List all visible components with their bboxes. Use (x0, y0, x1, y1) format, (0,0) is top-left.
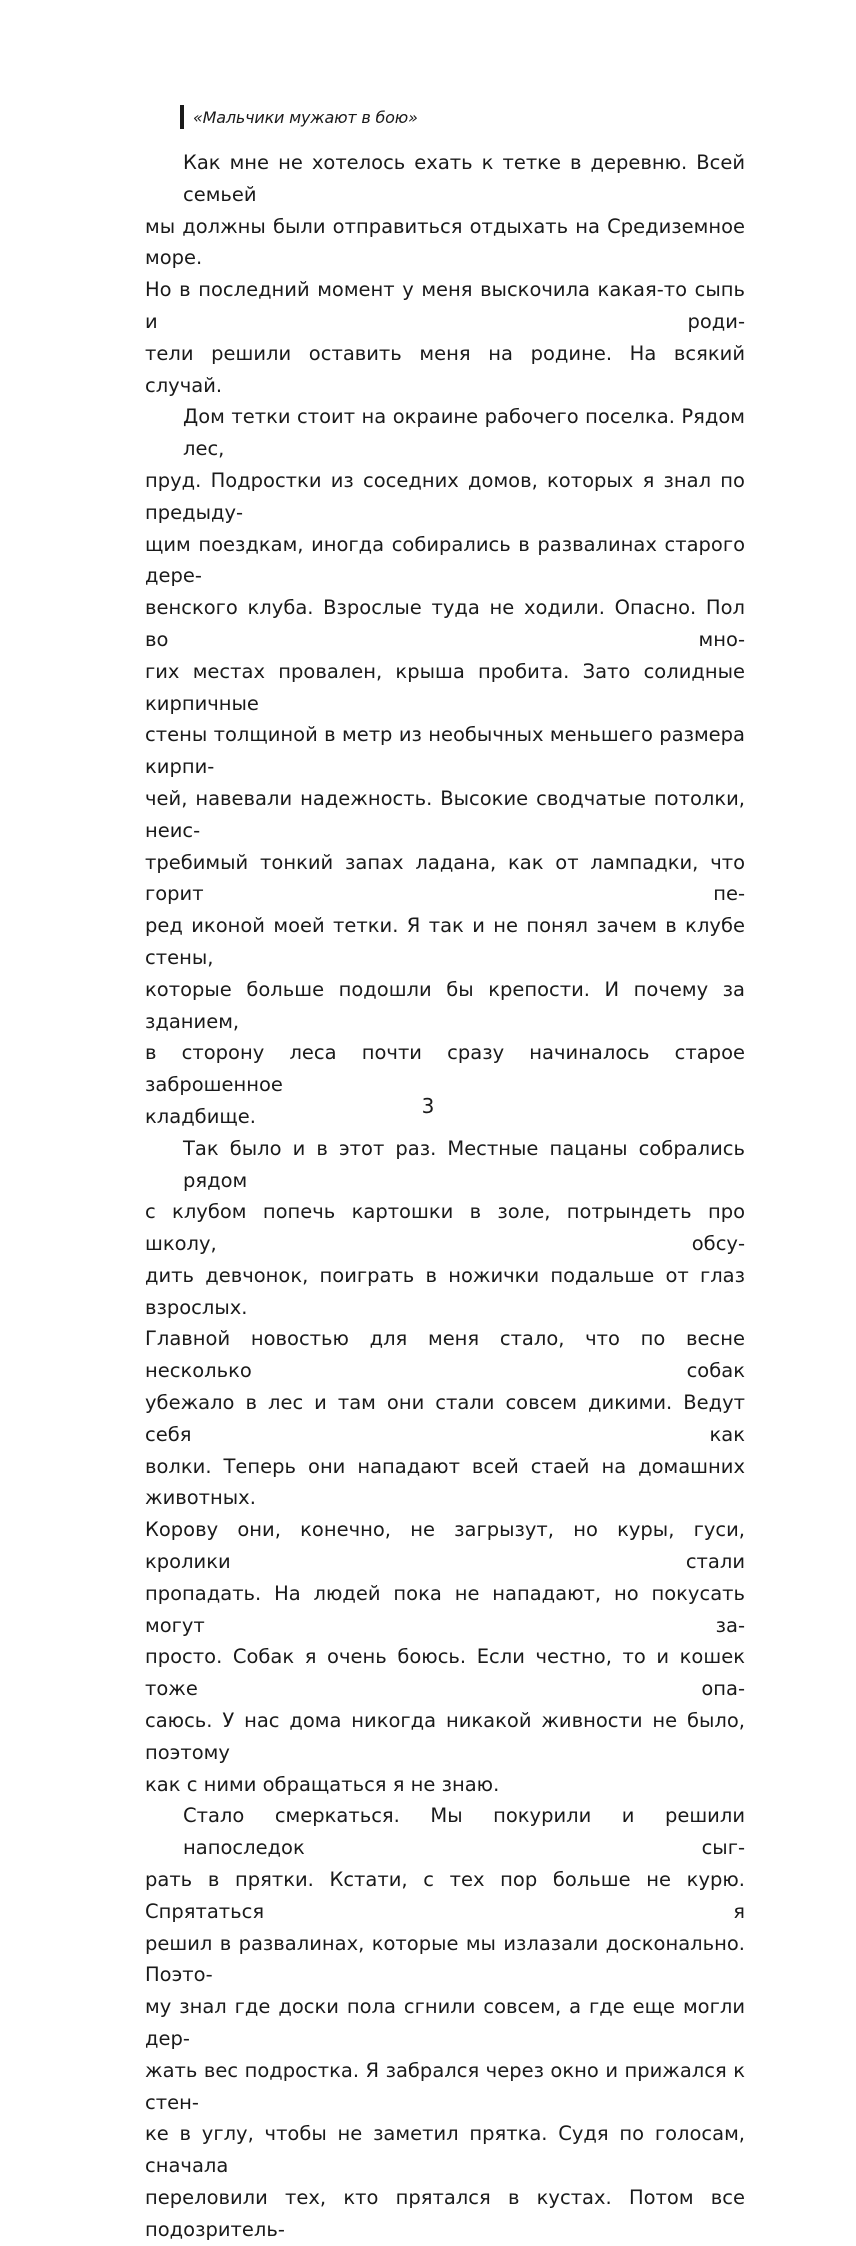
text-line: ред иконой моей тетки. Я так и не понял зачем в клубе стены, (145, 914, 745, 969)
text-line: переловили тех, кто прятался в кустах. Потом все подозритель- (145, 2186, 745, 2241)
text-line: гих местах провален, крыша пробита. Зато солидные кирпичные (145, 659, 745, 715)
text-line: пруд. Подростки из соседних домов, которых я знал по предыду- (145, 468, 745, 524)
text-line: Стало смеркаться. Мы покурили и решили напоследок сыг- (183, 1804, 745, 1860)
body-text (145, 147, 745, 2246)
text-line: Так было и в этот раз. Местные пацаны собрались рядом (183, 1136, 745, 1192)
text-line: рать в прятки. Кстати, с тех пор больше не курю. Спрятаться я (145, 1868, 745, 1923)
text-line: Корову они, конечно, не загрызут, но куры, гуси, кролики стали (145, 1518, 745, 1574)
text-line: стены толщиной в метр из необычных меньшего размера кирпи- (145, 723, 745, 779)
text-line: тели решили оставить меня на родине. На всякий случай. (145, 341, 745, 397)
text-line: волки. Теперь они нападают всей стаей на домашних животных. (145, 1454, 745, 1510)
text-line: убежало в лес и там они стали совсем дикими. Ведут себя как (145, 1391, 745, 1446)
running-header (180, 104, 418, 130)
text-line: мы должны были отправиться отдыхать на Средиземное море. (145, 214, 745, 270)
paragraph (145, 147, 745, 401)
page-number: 3 (421, 1094, 435, 1118)
paragraph (145, 1800, 745, 2245)
text-line: чей, навевали надежность. Высокие сводчатые потолки, неис- (145, 786, 745, 842)
text-line: дить девчонок, поиграть в ножички подальше от глаз взрослых. (145, 1263, 745, 1319)
text-line: в сторону леса почти сразу начиналось старое заброшенное (145, 1041, 745, 1097)
text-line: которые больше подошли бы крепости. И почему за зданием, (145, 977, 745, 1033)
text-line: Но в последний момент у меня выскочила какая-то сыпь и роди- (145, 278, 745, 333)
text-line: кладбище. (145, 1104, 256, 1128)
text-line: щим поездкам, иногда собирались в развалинах старого дере- (145, 532, 745, 588)
text-line: пропадать. На людей пока не нападают, но покусать могут за- (145, 1581, 745, 1637)
text-line: саюсь. У нас дома никогда никакой живности не было, поэтому (145, 1709, 745, 1764)
header-rule (180, 105, 184, 129)
text-line: Дом тетки стоит на окраине рабочего поселка. Рядом лес, (183, 405, 745, 461)
paragraph (145, 401, 745, 1132)
text-line: жать вес подростка. Я забрался через окно и прижался к стен- (145, 2058, 745, 2114)
text-line: Главной новостью для меня стало, что по весне несколько собак (145, 1327, 745, 1383)
text-line: требимый тонкий запах ладана, как от лампадки, что горит пе- (145, 850, 745, 906)
text-line: венского клуба. Взрослые туда не ходили. Опасно. Пол во мно- (145, 596, 745, 651)
text-line: с клубом попечь картошки в золе, потрындеть про школу, обсу- (145, 1200, 745, 1256)
paragraph (145, 1133, 745, 1801)
running-header-title: «Мальчики мужают в бою» (193, 107, 418, 127)
text-line: му знал где доски пола сгнили совсем, а где еще могли дер- (145, 1995, 745, 2051)
text-line: просто. Собак я очень боюсь. Если честно, то и кошек тоже опа- (145, 1645, 745, 1701)
text-line: ке в углу, чтобы не заметил прятка. Судя по голосам, сначала (145, 2122, 745, 2178)
text-line: решил в развалинах, которые мы излазали досконально. Поэто- (145, 1931, 745, 1987)
text-line: Как мне не хотелось ехать к тетке в деревню. Всей семьей (183, 151, 745, 206)
text-line: как с ними обращаться я не знаю. (145, 1772, 500, 1796)
